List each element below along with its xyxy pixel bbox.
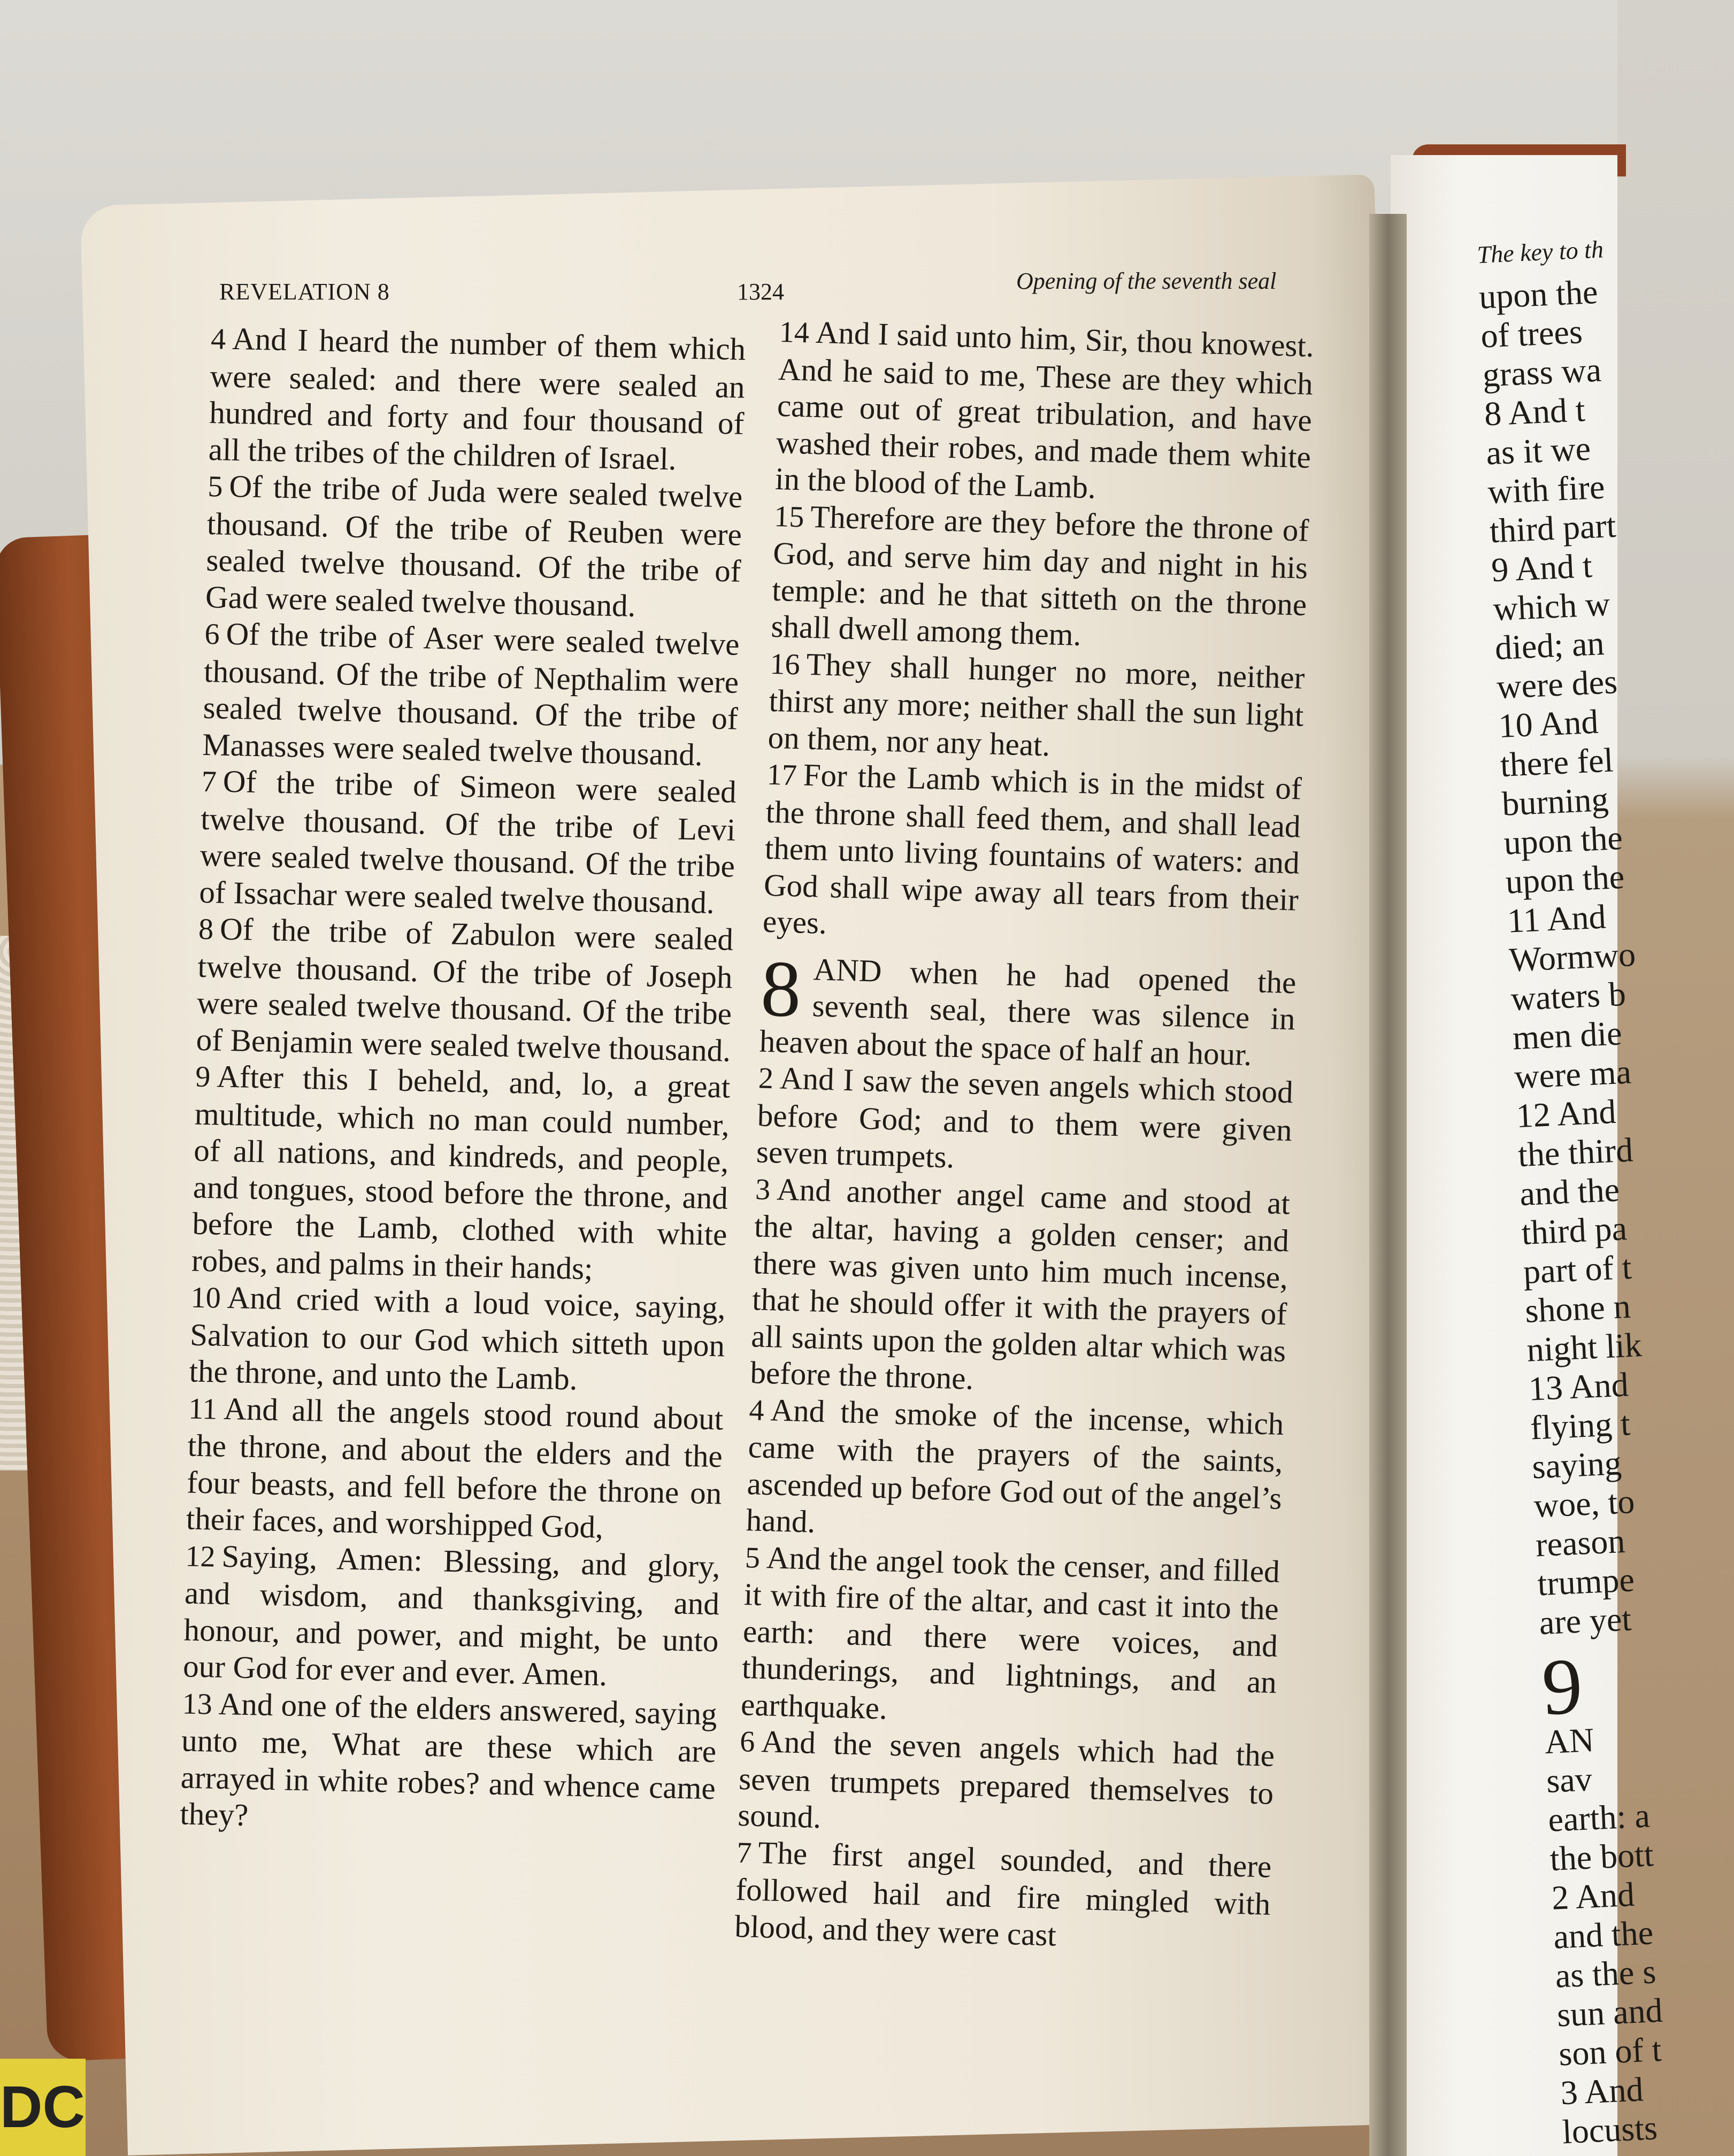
- verse-text: Of the tribe of Juda were sealed twelve thousand. Of the tribe of Reuben were sealed twelve thousand. Of the tribe of Gad were sealed twelve thousand.: [205, 468, 743, 623]
- right-page-line: burning: [1501, 780, 1609, 823]
- verse-text: And the seven angels which had the seven trumpets prepared themselves to sound.: [737, 1723, 1275, 1835]
- verse: [205, 467, 743, 626]
- verse-text: And I saw the seven angels which stood before God; and to them were given seven trumpets.: [756, 1060, 1294, 1175]
- chapter-9-line: 2 And: [1551, 1875, 1636, 1917]
- chapter-9-line: earth: a: [1547, 1796, 1651, 1839]
- right-column: [734, 313, 1315, 1959]
- chapter-9-lines: [1544, 1715, 1734, 2152]
- verse: [771, 497, 1309, 659]
- verse-number: 13: [182, 1687, 213, 1721]
- right-page-line: third part: [1489, 506, 1617, 550]
- right-page-line: woe, to: [1533, 1482, 1636, 1525]
- chapter-9-line: son of t: [1557, 2030, 1662, 2073]
- right-page-line: there fel: [1499, 741, 1614, 784]
- right-page-line: are yet: [1538, 1599, 1632, 1642]
- right-page-line: 12 And: [1515, 1092, 1617, 1135]
- verse-text: Of the tribe of Zabulon were sealed twelve thousand. Of the tribe of Joseph were sealed twelve thousand. Of the tribe of Benjamin were sealed twelve thousand.: [196, 911, 734, 1068]
- right-page-line: 8 And t: [1483, 390, 1586, 433]
- verse: [740, 1538, 1280, 1737]
- verse: [738, 1722, 1275, 1848]
- verse-number: 16: [769, 647, 801, 681]
- verse: [202, 615, 740, 774]
- verse-number: 7: [201, 765, 217, 799]
- left-column: [180, 320, 746, 1843]
- chapter-9-line: and the: [1552, 1913, 1654, 1956]
- verse: [191, 1058, 730, 1290]
- verse-number: 12: [185, 1539, 216, 1574]
- right-page-line: upon the: [1478, 272, 1599, 316]
- chapter-9-line: sav: [1545, 1760, 1593, 1800]
- chapter-number: 8: [759, 944, 803, 1034]
- verse-number: 4: [210, 322, 226, 356]
- verse: [183, 1537, 721, 1696]
- verse-text: Of the tribe of Simeon were sealed twelve thousand. Of the tribe of Levi were sealed twelve thousand. Of the tribe of Issachar were sealed twelve thousand.: [198, 763, 737, 920]
- verse: [756, 1059, 1293, 1184]
- right-page-line: 13 And: [1528, 1365, 1630, 1408]
- right-page-line: third pa: [1521, 1209, 1628, 1252]
- verses-after-chapter: [734, 1059, 1294, 1959]
- right-page-line: upon the: [1502, 818, 1624, 862]
- running-header-book: REVELATION 8: [219, 279, 390, 305]
- right-page-line: were des: [1495, 662, 1618, 706]
- verse-text: And I said unto him, Sir, thou knowest. And he said to me, These are they which came out of great tribulation, and have washed their robes, and made them white in the blood of the Lamb.: [774, 314, 1315, 505]
- verse: [762, 756, 1302, 954]
- chapter-9-line: locusts: [1561, 2108, 1659, 2151]
- verse-number: 4: [748, 1393, 765, 1427]
- sticker-label: DC: [0, 2059, 86, 2156]
- chapter-9-line: AN: [1544, 1720, 1595, 1761]
- right-page-line: waters b: [1510, 974, 1627, 1018]
- verses-before-chapter: [762, 313, 1314, 954]
- chapter-8-opening: [759, 944, 1297, 1074]
- right-page-line: flying t: [1529, 1404, 1631, 1447]
- right-page-line: the third: [1517, 1130, 1634, 1174]
- right-page-line: 11 And: [1506, 897, 1607, 940]
- right-page-line: died; an: [1494, 623, 1605, 667]
- verse-text: After this I beheld, and, lo, a great multitude, which no man could number, of all nations, and kindreds, and people, and tongues, stood before the throne, and before the Lamb, clothed with white robes, and palms in their hands;: [191, 1058, 731, 1286]
- right-page-line: 9 And t: [1490, 546, 1593, 589]
- verse: [199, 763, 737, 921]
- right-page-header: The key to th: [1476, 235, 1604, 268]
- verse: [750, 1170, 1291, 1406]
- right-page-line: reason: [1534, 1521, 1626, 1564]
- page-number: 1324: [737, 279, 784, 305]
- chapter-9-number: 9: [1540, 1641, 1585, 1732]
- right-page-line: with fire: [1487, 467, 1606, 511]
- verse-text: And the angel took the censer, and filled it with fire of the altar, and cast it into the earth: and there were voices, and thunderings, and lightnings, and an earthquake.: [740, 1539, 1280, 1726]
- chapter-9-line: as the s: [1554, 1952, 1657, 1995]
- right-page-line: which w: [1492, 584, 1611, 628]
- right-page-line: part of t: [1522, 1248, 1633, 1291]
- verse-number: 3: [755, 1172, 771, 1206]
- right-page-line: grass wa: [1482, 350, 1602, 394]
- chapter-9-line: 3 And: [1560, 2070, 1644, 2112]
- right-page-line: and the: [1518, 1170, 1621, 1213]
- verse-text: For the Lamb which is in the midst of the throne shall feed them, and shall lead them unto living fountains of waters: and God shall wipe away all tears from their eyes.: [762, 757, 1302, 941]
- right-page-line: 10 And: [1498, 702, 1599, 745]
- right-page-line: trumpe: [1536, 1560, 1636, 1603]
- verse: [774, 313, 1314, 512]
- verse-text: And one of the elders answered, saying unto me, What are these which are arrayed in white robes? and whence came they?: [179, 1685, 718, 1833]
- verse-number: 10: [190, 1281, 221, 1315]
- verse-number: 17: [766, 758, 797, 792]
- right-page-line: as it we: [1485, 429, 1592, 472]
- right-page-line: men die: [1512, 1014, 1623, 1057]
- chapter-opening-text: AND when he had opened the seventh seal, there was silence in heaven about the space of half an hour.: [759, 951, 1297, 1072]
- verse-number: 7: [736, 1836, 753, 1870]
- right-page-line: night lik: [1526, 1326, 1643, 1369]
- verse-text: They shall hunger no more, neither thirst any more; neither shall the sun light on them, nor any heat.: [767, 646, 1306, 763]
- chapter-9-line: sun and: [1556, 1991, 1663, 2034]
- verse-number: 6: [204, 617, 220, 651]
- verse: [186, 1389, 724, 1548]
- verse-number: 15: [773, 499, 805, 534]
- running-header-title: Opening of the seventh seal: [1016, 268, 1277, 294]
- verse-number: 9: [195, 1060, 211, 1094]
- verse-text: And all the angels stood round about the throne, and about the elders and the four beasts, and fell before the throne on their faces, and worshipped God,: [186, 1390, 724, 1545]
- verse-text: And I heard the number of them which were sealed: and there were sealed an hundred and forty and four thousand of all the tribes of the children of Israel.: [208, 320, 746, 476]
- right-page-line: shone n: [1524, 1287, 1632, 1330]
- verse-number: 14: [779, 315, 810, 350]
- verse-text: The first angel sounded, and there followed hail and fire mingled with blood, and they were cast: [734, 1834, 1272, 1953]
- verse: [180, 1684, 718, 1843]
- verse-number: 2: [758, 1061, 774, 1096]
- verse: [189, 1279, 726, 1400]
- verse: [196, 910, 734, 1069]
- verse: [746, 1391, 1284, 1553]
- verse-number: 6: [739, 1724, 756, 1759]
- book-spine: [1369, 214, 1407, 2156]
- verse-number: 11: [188, 1392, 218, 1426]
- verse: [208, 320, 746, 479]
- verse-text: Saying, Amen: Blessing, and glory, and wisdom, and thanksgiving, and honour, and power, and might, be unto our God for ever and ever. Amen.: [182, 1538, 721, 1693]
- verse: [734, 1833, 1272, 1959]
- verse-text: Therefore are they before the throne of God, and serve him day and night in his temple: and he that sitteth on the throne shall dwell among them.: [770, 498, 1309, 652]
- right-page-line: upon the: [1505, 857, 1625, 901]
- verse-text: And cried with a loud voice, saying, Salvation to our God which sitteth upon the throne, and unto the Lamb.: [189, 1280, 726, 1397]
- verse: [768, 644, 1305, 770]
- verse-text: And the smoke of the incense, which came with the prayers of the saints, ascended up before God out of the angel’s hand.: [746, 1391, 1285, 1539]
- right-page-line: were ma: [1513, 1052, 1632, 1096]
- verse-text: Of the tribe of Aser were sealed twelve thousand. Of the tribe of Nepthalim were sealed twelve thousand. Of the tribe of Manasses were sealed twelve thousand.: [202, 615, 740, 772]
- verse-number: 8: [198, 912, 214, 946]
- right-page-line: of trees: [1479, 312, 1584, 355]
- right-page-line: Wormwo: [1508, 935, 1637, 979]
- verse-number: 5: [207, 469, 224, 504]
- verse-number: 5: [745, 1541, 761, 1575]
- right-page-line: saying: [1531, 1444, 1623, 1486]
- verse-text: And another angel came and stood at the altar, having a golden censer; and there was given unto him much incense, that he should offer it with the prayers of all saints upon the golden altar which was before the throne.: [749, 1171, 1291, 1396]
- chapter-9-line: the bott: [1549, 1835, 1655, 1878]
